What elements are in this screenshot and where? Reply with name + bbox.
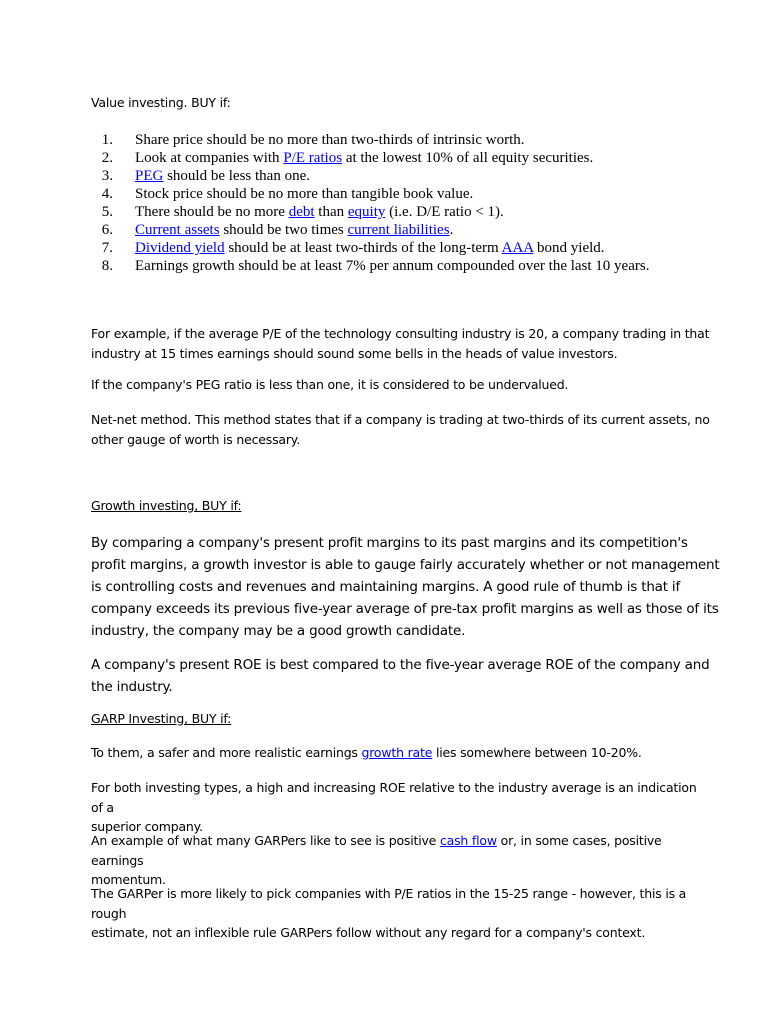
text-line: Net-net method. This method states that if a company is trading at two-thirds of its current assets, no xyxy=(91,412,710,427)
criteria-item xyxy=(91,131,731,149)
text-line: the industry. xyxy=(91,679,173,695)
criteria-item xyxy=(91,239,731,257)
text-line: profit margins, a growth investor is able to gauge fairly accurately whether or not management xyxy=(91,557,720,573)
garp-growth-rate-paragraph xyxy=(91,745,711,760)
text-run: lies somewhere between 10-20%. xyxy=(432,745,642,760)
text-run: bond yield. xyxy=(533,240,605,256)
value-criteria-list xyxy=(91,131,731,275)
growth-paragraph xyxy=(91,532,731,642)
text-run: Share price should be no more than two-thirds of intrinsic worth. xyxy=(135,132,525,148)
text-line: The GARPer is more likely to pick companies with P/E ratios in the 15-25 range - however, this is a rough xyxy=(91,886,687,921)
list-number: 5. xyxy=(101,204,113,220)
text-run: should be at least two-thirds of the long-term xyxy=(224,240,502,256)
text-line: For example, if the average P/E of the technology consulting industry is 20, a company trading in that xyxy=(91,326,710,341)
text-run: There should be no more xyxy=(135,204,289,220)
text-line: other gauge of worth is necessary. xyxy=(91,431,300,447)
text-run: Earnings growth should be at least 7% per annum compounded over the last 10 years. xyxy=(135,258,650,274)
term-link[interactable]: Current assets xyxy=(135,222,220,238)
text-run: or, in some cases, positive earnings xyxy=(91,833,662,868)
term-link[interactable]: AAA xyxy=(501,240,534,256)
text-line: industry, the company may be a good growth candidate. xyxy=(91,623,466,639)
text-run: Stock price should be no more than tangible book value. xyxy=(135,186,474,202)
list-number: 8. xyxy=(101,258,113,274)
term-link[interactable]: current liabilities xyxy=(347,222,450,238)
text-run: at the lowest 10% of all equity securities. xyxy=(342,150,594,166)
garp-cash-flow-paragraph xyxy=(91,831,711,890)
value-investing-heading: Value investing. BUY if: xyxy=(91,95,231,110)
list-number: 7. xyxy=(101,240,113,256)
criteria-item xyxy=(91,185,731,203)
criteria-item xyxy=(91,257,731,275)
peg-note-paragraph: If the company's PEG ratio is less than one, it is considered to be undervalued. xyxy=(91,377,569,392)
growth-investing-heading: Growth investing, BUY if: xyxy=(91,498,242,513)
text-run: should be two times xyxy=(219,222,348,238)
criteria-item xyxy=(91,221,731,239)
pe-example-paragraph xyxy=(91,324,711,363)
text-run: Look at companies with xyxy=(135,150,284,166)
text-line: superior company. xyxy=(91,819,203,834)
text-run: To them, a safer and more realistic earnings xyxy=(91,745,362,760)
text-line xyxy=(91,831,711,870)
garp-pe-range-paragraph xyxy=(91,884,711,943)
list-number: 1. xyxy=(101,132,113,148)
list-number: 6. xyxy=(101,222,113,238)
criteria-item xyxy=(91,167,731,185)
cash-flow-link[interactable]: cash flow xyxy=(439,833,497,848)
list-number: 2. xyxy=(101,150,113,166)
text-line: company exceeds its previous five-year average of pre-tax profit margins as well as those of its xyxy=(91,601,719,617)
term-link[interactable]: equity xyxy=(347,204,386,220)
net-net-paragraph xyxy=(91,410,711,449)
term-link[interactable]: P/E ratios xyxy=(283,150,343,166)
criteria-item xyxy=(91,149,731,167)
text-run: (i.e. D/E ratio < 1). xyxy=(385,204,504,220)
text-run: should be less than one. xyxy=(163,168,310,184)
text-line: estimate, not an inflexible rule GARPers follow without any regard for a company's context. xyxy=(91,925,646,940)
text-run: An example of what many GARPers like to see is positive xyxy=(91,833,440,848)
criteria-item xyxy=(91,203,731,221)
roe-paragraph xyxy=(91,654,731,698)
text-line: For both investing types, a high and increasing ROE relative to the industry average is an indication of a xyxy=(91,780,697,815)
text-run: than xyxy=(314,204,348,220)
text-line: industry at 15 times earnings should sound some bells in the heads of value investors. xyxy=(91,345,618,361)
growth-rate-link[interactable]: growth rate xyxy=(361,745,433,760)
text-line: A company's present ROE is best compared to the five-year average ROE of the company and xyxy=(91,657,710,673)
garp-investing-heading: GARP Investing, BUY if: xyxy=(91,711,232,726)
text-run: . xyxy=(449,222,454,238)
text-line: is controlling costs and revenues and maintaining margins. A good rule of thumb is that if xyxy=(91,579,681,595)
term-link[interactable]: PEG xyxy=(135,168,164,184)
garp-roe-paragraph xyxy=(91,778,711,837)
term-link[interactable]: debt xyxy=(288,204,315,220)
list-number: 4. xyxy=(101,186,113,202)
list-number: 3. xyxy=(101,168,113,184)
text-line: momentum. xyxy=(91,872,166,887)
term-link[interactable]: Dividend yield xyxy=(135,240,225,256)
text-line: By comparing a company's present profit margins to its past margins and its competition's xyxy=(91,535,688,551)
